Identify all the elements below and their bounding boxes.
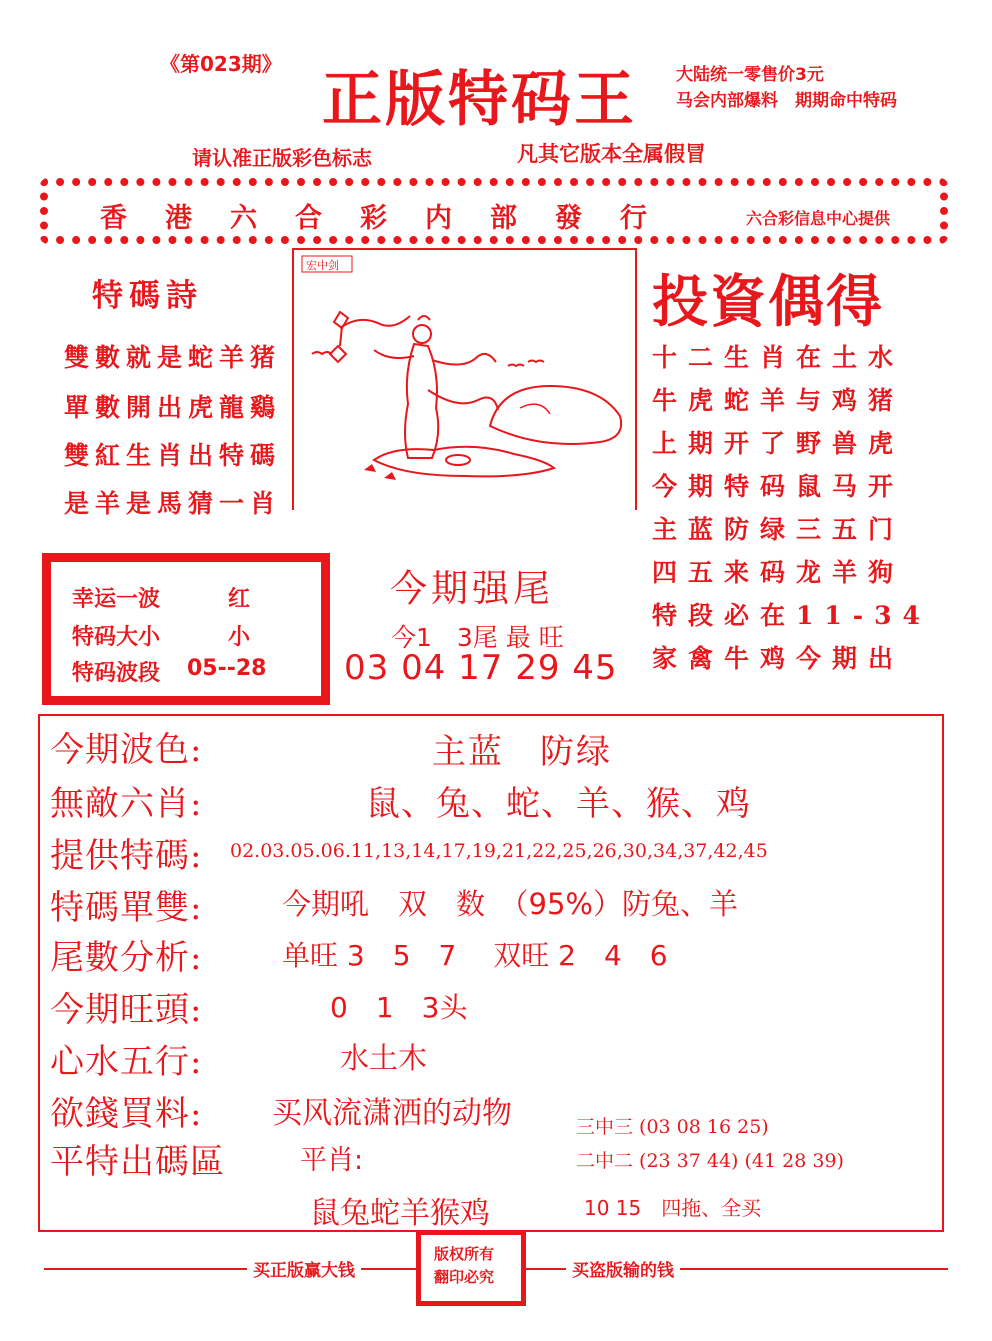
poem-line: 單數開出虎龍鷄 — [64, 393, 282, 422]
row-label-color: 今期波色: — [50, 730, 203, 770]
lucky-value: 05--28 — [187, 656, 267, 681]
invest-line: 十二生肖在土水 — [652, 343, 905, 372]
invest-line: 四五来码龙羊狗 — [652, 558, 905, 587]
invest-title: 投資偶得 — [652, 269, 884, 335]
poem-line: 是羊是馬猜一肖 — [64, 489, 282, 518]
banner-source: 六合彩信息中心提供 — [746, 209, 891, 228]
invest-line: 牛虎蛇羊与鸡猪 — [652, 386, 905, 415]
invest-line: 今期特码鼠马开 — [652, 472, 905, 501]
lucky-row — [72, 620, 160, 651]
poem-title: 特碼詩 — [92, 278, 203, 314]
poem-line: 雙數就是蛇羊猪 — [64, 343, 282, 372]
three-in-three: 三中三 (03 08 16 25) — [576, 1116, 769, 1138]
two-in-two: 二中二 (23 37 44) (41 28 39) — [576, 1150, 844, 1172]
row-label-oddeven: 特碼單雙: — [50, 888, 203, 928]
row-value-element: 水土木 — [340, 1041, 428, 1075]
page-title: 正版特码王 — [322, 65, 637, 135]
row-value-zodiac: 鼠、兔、蛇、羊、猴、鸡 — [366, 784, 751, 824]
ribbon-shape — [340, 316, 410, 328]
tail-numbers: 03 04 17 29 45 — [344, 648, 618, 688]
row-label-buy: 欲錢買料: — [50, 1094, 203, 1134]
invest-line: 家禽牛鸡今期出 — [652, 644, 905, 673]
tail-subtitle: 今1 3尾 最 旺 — [391, 623, 564, 652]
bird-shape — [528, 361, 544, 363]
row-label-head: 今期旺頭: — [50, 990, 203, 1030]
poem-line: 雙紅生肖出特碼 — [64, 441, 282, 470]
stamp-text: 宏中剑 — [306, 259, 339, 272]
row-value-oddeven: 今期吼 双 数 （95%）防兔、羊 — [282, 887, 738, 921]
lucky-row — [72, 656, 160, 687]
copyright-line1: 版权所有 — [434, 1245, 495, 1263]
banner-text: 香港六合彩内部發行 — [100, 203, 685, 234]
lucky-label: 特码大小 — [72, 625, 161, 650]
illustration-frame — [292, 248, 637, 510]
row-label-numbers: 提供特碼: — [50, 836, 203, 876]
bird-shape — [508, 365, 524, 367]
copyright-line2: 翻印必究 — [434, 1268, 495, 1286]
lucky-label: 幸运一波 — [72, 587, 161, 612]
fairy-illustration — [294, 250, 635, 510]
row-value-flat: 平肖: — [300, 1145, 364, 1176]
row-value-buy: 买风流潇洒的动物 — [272, 1096, 512, 1131]
figure-sleeve — [432, 354, 496, 365]
scarf-shape — [428, 390, 498, 410]
rock-shape — [490, 386, 621, 444]
row-value-color: 主蓝 防绿 — [432, 732, 612, 772]
drag-bet: 10 15 四拖、全买 — [584, 1196, 762, 1220]
issue-number: 《第023期》 — [160, 52, 282, 76]
row-value-numbers: 02.03.05.06.11,13,14,17,19,21,22,25,26,30,34,37,42,45 — [230, 840, 768, 862]
tail-title: 今期强尾 — [390, 567, 554, 610]
notice-fake: 凡其它版本全属假冒 — [517, 142, 706, 166]
notice-genuine: 请认准正版彩色标志 — [192, 146, 372, 170]
figure-head — [413, 325, 431, 343]
lucky-label: 特码波段 — [72, 661, 161, 686]
invest-line: 特段必在11-34 — [652, 601, 931, 630]
row-label-zodiac: 無敵六肖: — [50, 784, 203, 824]
lucky-value: 小 — [228, 625, 251, 650]
row-label-flat: 平特出碼區 — [50, 1142, 225, 1182]
lucky-row — [72, 582, 160, 613]
lucky-value: 红 — [228, 587, 251, 612]
row-value-tail: 单旺 3 5 7 双旺 2 4 6 — [282, 939, 668, 972]
invest-line: 主蓝防绿三五门 — [652, 515, 905, 544]
slogan-text: 马会内部爆料 期期命中特码 — [676, 91, 897, 111]
price-text: 大陆统一零售价3元 — [676, 65, 824, 85]
row-label-element: 心水五行: — [50, 1042, 203, 1082]
footer-right-text: 买盗版输的钱 — [566, 1256, 680, 1281]
cloud-shape — [374, 447, 554, 477]
invest-line: 上期开了野兽虎 — [652, 429, 905, 458]
footer-left-text: 买正版赢大钱 — [247, 1256, 361, 1281]
flat-zodiacs: 鼠兔蛇羊猴鸡 — [310, 1196, 490, 1231]
row-label-tail: 尾數分析: — [50, 938, 203, 978]
row-value-head: 0 1 3头 — [330, 991, 468, 1024]
